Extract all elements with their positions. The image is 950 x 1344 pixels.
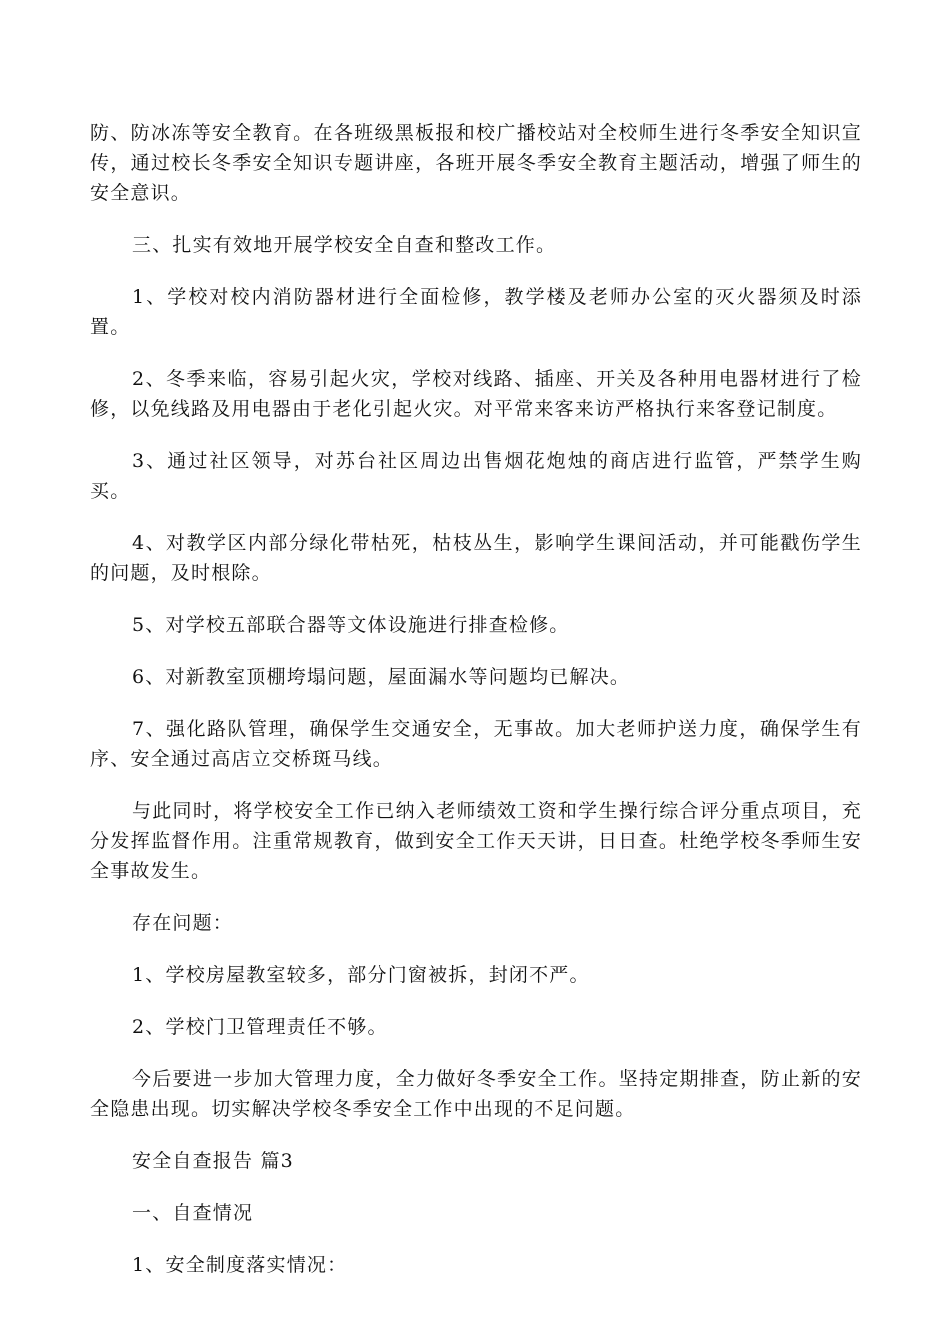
- problem-item-1: 1、学校房屋教室较多，部分门窗被拆，封闭不严。: [132, 964, 590, 986]
- section-heading-3: 三、扎实有效地开展学校安全自查和整改工作。: [132, 234, 557, 256]
- paragraph-item-1: 1、学校对校内消防器材进行全面检修，教学楼及老师办公室的灭火器须及时添置。: [90, 286, 862, 338]
- paragraph-item-5: 5、对学校五部联合器等文体设施进行排查检修。: [132, 614, 570, 636]
- paragraph-item-7: 7、强化路队管理，确保学生交通安全，无事故。加大老师护送力度，确保学生有序、安全通过高店立交桥斑马线。: [90, 718, 862, 770]
- document-body: [90, 118, 862, 1302]
- paragraph-summary: 与此同时，将学校安全工作已纳入老师绩效工资和学生操行综合评分重点项目，充分发挥监督作用。注重常规教育，做到安全工作天天讲，日日查。杜绝学校冬季师生安全事故发生。: [90, 800, 862, 882]
- problems-heading: 存在问题：: [132, 912, 234, 934]
- paragraph-future-plan: 今后要进一步加大管理力度，全力做好冬季安全工作。坚持定期排查，防止新的安全隐患出现。切实解决学校冬季安全工作中出现的不足问题。: [90, 1068, 862, 1120]
- paragraph-1: 防、防冰冻等安全教育。在各班级黑板报和校广播校站对全校师生进行冬季安全知识宣传，通过校长冬季安全知识专题讲座，各班开展冬季安全教育主题活动，增强了师生的安全意识。: [90, 122, 862, 204]
- problem-item-2: 2、学校门卫管理责任不够。: [132, 1016, 388, 1038]
- section-heading-1: 一、自查情况: [132, 1202, 254, 1224]
- paragraph-item-4: 4、对教学区内部分绿化带枯死，枯枝丛生，影响学生课间活动，并可能戳伤学生的问题，及时根除。: [90, 532, 862, 584]
- paragraph-item-3: 3、通过社区领导，对苏台社区周边出售烟花炮烛的商店进行监管，严禁学生购买。: [90, 450, 862, 502]
- paragraph-item-2: 2、冬季来临，容易引起火灾，学校对线路、插座、开关及各种用电器材进行了检修，以免线路及用电器由于老化引起火灾。对平常来客来访严格执行来客登记制度。: [90, 368, 862, 420]
- paragraph-item-6: 6、对新教室顶棚垮塌问题，屋面漏水等问题均已解决。: [132, 666, 631, 688]
- report-title: 安全自查报告 篇3: [132, 1150, 294, 1172]
- subsection-heading-1: 1、安全制度落实情况：: [132, 1254, 348, 1276]
